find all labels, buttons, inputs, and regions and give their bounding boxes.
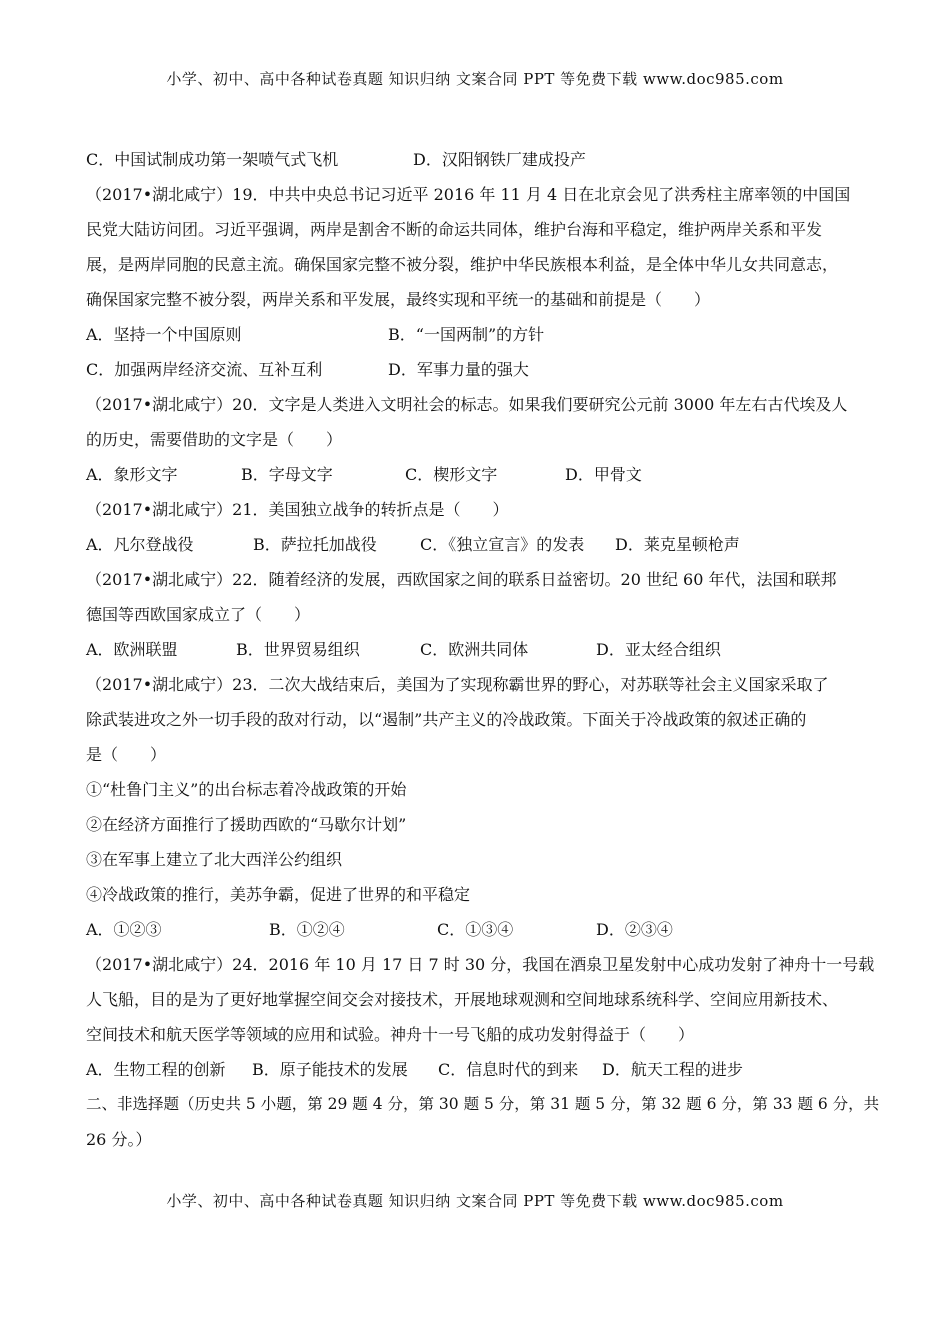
q18-option-d: D．汉阳钢铁厂建成投产 [413,150,586,169]
q21-option-c: C．《独立宣言》的发表 [420,535,585,554]
q24-option-c: C．信息时代的到来 [438,1060,579,1079]
q22-option-d: D．亚太经合组织 [596,640,721,659]
q19-line-4: 确保国家完整不被分裂，两岸关系和平发展，最终实现和平统一的基础和前提是（ ） [86,290,711,309]
q21-option-d: D．莱克星顿枪声 [615,535,740,554]
q23-option-a: A．①②③ [86,920,162,939]
q23-item-3: ③在军事上建立了北大西洋公约组织 [86,850,343,869]
q20-option-b: B．字母文字 [241,465,333,484]
q19-line-3: 展，是两岸同胞的民意主流。确保国家完整不被分裂，维护中华民族根本利益，是全体中华儿女共同意志， [86,255,839,274]
q24-line-3: 空间技术和航天医学等领域的应用和试验。神舟十一号飞船的成功发射得益于（ ） [86,1025,695,1044]
q20-options [86,457,881,492]
q19-line-2: 民党大陆访问团。习近平强调，两岸是割舍不断的命运共同体，维护台海和平稳定，维护两岸关系和平发 [86,220,823,239]
q23-item-1: ①“杜鲁门主义”的出台标志着冷战政策的开始 [86,780,407,799]
q21-options [86,527,881,562]
q23-line-1: （2017•湖北咸宁）23．二次大战结束后，美国为了实现称霸世界的野心，对苏联等社会主义国家采取了 [86,675,829,694]
q18-option-c: C．中国试制成功第一架喷气式飞机 [86,150,339,169]
q20-line-2: 的历史，需要借助的文字是（ ） [86,430,343,449]
q21-option-a: A．凡尔登战役 [86,535,194,554]
q23-line-3: 是（ ） [86,745,167,764]
q19-options-ab [86,317,881,352]
q23-options [86,912,881,947]
q23-line-2: 除武装进攻之外一切手段的敌对行动，以“遏制”共产主义的冷战政策。下面关于冷战政策的叙述正确的 [86,710,807,729]
section-2-heading-cont: 26 分。） [86,1130,152,1149]
q24-option-d: D．航天工程的进步 [602,1060,743,1079]
page-header: 小学、初中、高中各种试卷真题 知识归纳 文案合同 PPT 等免费下载 www.doc985.com [166,70,784,88]
section-2-heading: 二、非选择题（历史共 5 小题，第 29 题 4 分，第 30 题 5 分，第 31 题 5 分，第 32 题 6 分，第 33 题 6 分，共 [86,1095,880,1113]
exam-content [86,142,881,1157]
q22-option-b: B．世界贸易组织 [236,640,360,659]
q20-option-a: A．象形文字 [86,465,178,484]
q18-options-cd [86,142,881,177]
q20-line-1: （2017•湖北咸宁）20．文字是人类进入文明社会的标志。如果我们要研究公元前 3000 年左右古代埃及人 [86,395,848,414]
q19-line-1: （2017•湖北咸宁）19．中共中央总书记习近平 2016 年 11 月 4 日在北京会见了洪秀柱主席率领的中国国 [86,185,851,204]
page-footer: 小学、初中、高中各种试卷真题 知识归纳 文案合同 PPT 等免费下载 www.doc985.com [166,1192,784,1210]
q22-options [86,632,881,667]
q19-option-d: D．军事力量的强大 [388,360,529,379]
q21-option-b: B．萨拉托加战役 [253,535,377,554]
q23-item-2: ②在经济方面推行了援助西欧的“马歇尔计划” [86,815,407,834]
q19-option-c: C．加强两岸经济交流、互补互利 [86,360,323,379]
q22-option-c: C．欧洲共同体 [420,640,529,659]
q23-option-d: D．②③④ [596,920,673,939]
q24-option-a: A．生物工程的创新 [86,1060,226,1079]
q19-options-cd [86,352,881,387]
q23-option-c: C．①③④ [437,920,514,939]
q24-line-1: （2017•湖北咸宁）24．2016 年 10 月 17 日 7 时 30 分，我国在酒泉卫星发射中心成功发射了神舟十一号载 [86,955,875,974]
q24-option-b: B．原子能技术的发展 [252,1060,408,1079]
q22-line-1: （2017•湖北咸宁）22．随着经济的发展，西欧国家之间的联系日益密切。20 世纪 60 年代，法国和联邦 [86,570,837,589]
q20-option-d: D．甲骨文 [565,465,642,484]
q23-option-b: B．①②④ [269,920,345,939]
q22-option-a: A．欧洲联盟 [86,640,178,659]
q19-option-a: A．坚持一个中国原则 [86,325,242,344]
q24-options [86,1052,881,1087]
q22-line-2: 德国等西欧国家成立了（ ） [86,605,311,624]
q21-line-1: （2017•湖北咸宁）21．美国独立战争的转折点是（ ） [86,500,509,519]
q19-option-b: B．“一国两制”的方针 [388,325,545,344]
q20-option-c: C．楔形文字 [405,465,498,484]
q24-line-2: 人飞船，目的是为了更好地掌握空间交会对接技术，开展地球观测和空间地球系统科学、空间应用新技术、 [86,990,839,1009]
q23-item-4: ④冷战政策的推行，美苏争霸，促进了世界的和平稳定 [86,885,471,904]
